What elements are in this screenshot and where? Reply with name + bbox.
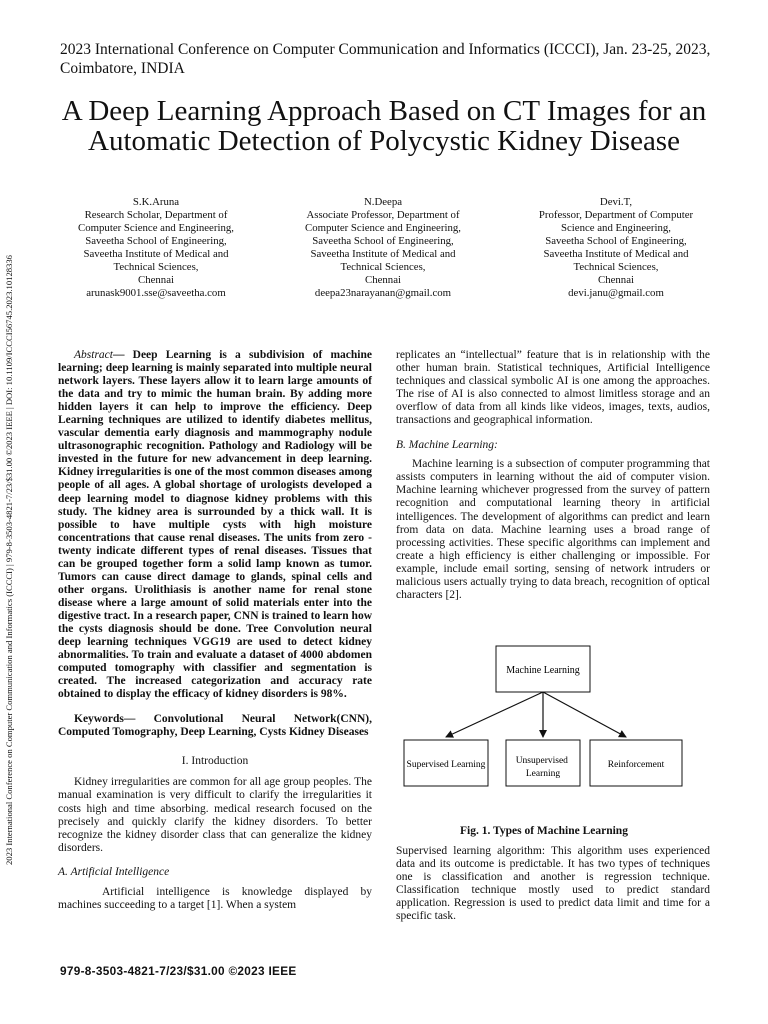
author-affil-line: Computer Science and Engineering,: [78, 222, 234, 234]
author-affil-line: Saveetha School of Engineering,: [545, 235, 687, 247]
author-affil-line: Associate Professor, Department of: [306, 209, 460, 221]
copyright-footer: 979-8-3503-4821-7/23/$31.00 ©2023 IEEE: [60, 964, 297, 978]
abstract-label: Abstract: [74, 349, 113, 361]
supervised-paragraph: Supervised learning algorithm: This algorithm uses experienced data and its outcome is predictable. It has two types of techniques one is classification and another is regression technique. Classification technique mostly used to predict standard application. Regression is used to predict data limit and time for a specific task.: [396, 845, 710, 923]
author-affil-line: Saveetha School of Engineering,: [312, 235, 454, 247]
keywords: Keywords— Convolutional Neural Network(CNN), Computed Tomography, Deep Learning, Cysts Kidney Diseases: [58, 713, 372, 739]
diagram-arrow: [446, 692, 543, 737]
author-name: S.K.Aruna: [132, 196, 180, 208]
author-affil-line: Technical Sciences,: [573, 261, 659, 273]
subsection-heading-ml: B. Machine Learning:: [396, 439, 498, 452]
author-affil-line: Computer Science and Engineering,: [305, 222, 461, 234]
paper-title: A Deep Learning Approach Based on CT Images for an Automatic Detection of Polycystic Kidney Disease: [61, 95, 707, 157]
author-affil-line: Chennai: [598, 274, 634, 286]
doi-sidebar: 2023 International Conference on Computer Communication and Informatics (ICCCI) | 979-8-3503-4821-7/23/$31.00 ©2023 IEEE | DOI: 10.1109/ICCCI56745.2023.10128336: [4, 255, 14, 865]
author-affil-line: Saveetha Institute of Medical and: [310, 248, 456, 260]
author-affil-line: Saveetha Institute of Medical and: [543, 248, 689, 260]
diagram-child-label-line: Unsupervised: [515, 756, 568, 766]
ml-paragraph: Machine learning is a subsection of computer programming that assists computers in learning without the aid of computer vision. Machine learning whichever progressed from the survey of pattern recognition and computational learning theory in artificial intelligences. The development of algorithms can predict and learn from data on data. Machine learning uses a broad range of processing activities. These specific algorithms can implement and create a high efficiency is either challenging or impossible. For example, include email sorting, sensing of network intruders or malicious users actually trying to data breach, recognition of optical characters [2].: [396, 458, 710, 601]
author-block-2: [283, 196, 483, 300]
author-affil-line: Technical Sciences,: [113, 261, 199, 273]
author-email: devi.janu@gmail.com: [568, 287, 664, 299]
author-name: N.Deepa: [363, 196, 403, 208]
author-affil-line: Science and Engineering,: [560, 222, 672, 234]
author-affil-line: Saveetha School of Engineering,: [85, 235, 227, 247]
abstract: [58, 349, 372, 701]
author-affil-line: Professor, Department of Computer: [538, 209, 694, 221]
ai-paragraph: Artificial intelligence is knowledge displayed by machines succeeding to a target [1]. When a system: [58, 885, 372, 911]
diagram-root-label: Machine Learning: [506, 665, 580, 676]
diagram-arrow: [543, 692, 626, 737]
diagram-child-label: Supervised Learning: [406, 760, 486, 770]
author-affil-line: Chennai: [138, 274, 174, 286]
section-heading-introduction: I. Introduction: [181, 755, 249, 768]
ai-paragraph-continued: replicates an “intellectual” feature that is in relationship with the other human brain. Statistical techniques, Artificial Intelligence techniques and classical symbolic AI is one among the approaches. The rise of AI is also connected to almost limitless storage and an overflow of data from all kinds like videos, images, texts, audios, transactions and geographical information.: [396, 349, 710, 427]
right-column: [396, 349, 710, 602]
author-affil-line: Chennai: [365, 274, 401, 286]
intro-paragraph: Kidney irregularities are common for all age group peoples. The manual examination is very difficult to clarify the irregularities it costs high and time absorbing. medical research focused on the precisely and quickly clarify the kidney disorders. To better recognize the kidney disorder class that can generalize the kidney disorders.: [58, 776, 372, 854]
abstract-text: — Deep Learning is a subdivision of machine learning; deep learning is mainly separated into multiple neural network layers. These layers allow it to learn large amounts of the data and try to mimic the human brain. By adding more hidden layers it can help to improve the efficiency. Deep Learning techniques are utilized to identify diabetes mellitus, vascular dementia early diagnosis and mammography nodule ultrasonographic recognition. Pathology and Radiology will be invested in the future for new advancement in deep learning. Kidney irregularities is one of the most common diseases among people of all ages. A global shortage of urologists developed a deep learning model to diagnose kidney problems with this study. The kidney area is surrounded by a thick wall. It is possible to have multiple cysts with high moisture concentrations that cause renal diseases. The units from zero -twenty indicate different types of renal diseases. Tissues that can be grouped together form a solid lamp known as tumor. Tumors can cause direct damage to glands, spinal cells and other organs. Urolithiasis is another name for renal stone disease where a large amount of solid materials enter into the digestive tract. In a research paper, CNN is trained to learn how the cysts diagnosis should be done. Tree Convolution neural deep learning techniques VGG19 are used to detect kidney abnormalities. To train and evaluate a dataset of 4000 abdomen computed tomography with classifier and segmentation is created. The increased categorization and accuracy rate obtained to display the efficacy of kidney disorders is 98%.: [58, 349, 372, 701]
left-column: [58, 349, 372, 912]
conference-header: 2023 International Conference on Computer Communication and Informatics (ICCCI), Jan. 23-25, 2023, Coimbatore, INDIA: [60, 41, 711, 77]
author-block-1: [56, 196, 256, 300]
subsection-heading-ai: A. Artificial Intelligence: [58, 865, 170, 878]
author-block-3: [516, 196, 716, 300]
diagram-child-label: Reinforcement: [607, 760, 665, 770]
diagram-child-label-line: Learning: [525, 769, 561, 779]
author-affil-line: Research Scholar, Department of: [84, 209, 228, 221]
author-affil-line: Technical Sciences,: [340, 261, 426, 273]
author-email: arunask9001.sse@saveetha.com: [86, 287, 226, 299]
author-email: deepa23narayanan@gmail.com: [314, 287, 452, 299]
author-affil-line: Saveetha Institute of Medical and: [83, 248, 229, 260]
figure-caption: Fig. 1. Types of Machine Learning: [460, 825, 628, 837]
author-name: Devi.T,: [599, 196, 633, 208]
ml-types-diagram: [396, 640, 710, 800]
